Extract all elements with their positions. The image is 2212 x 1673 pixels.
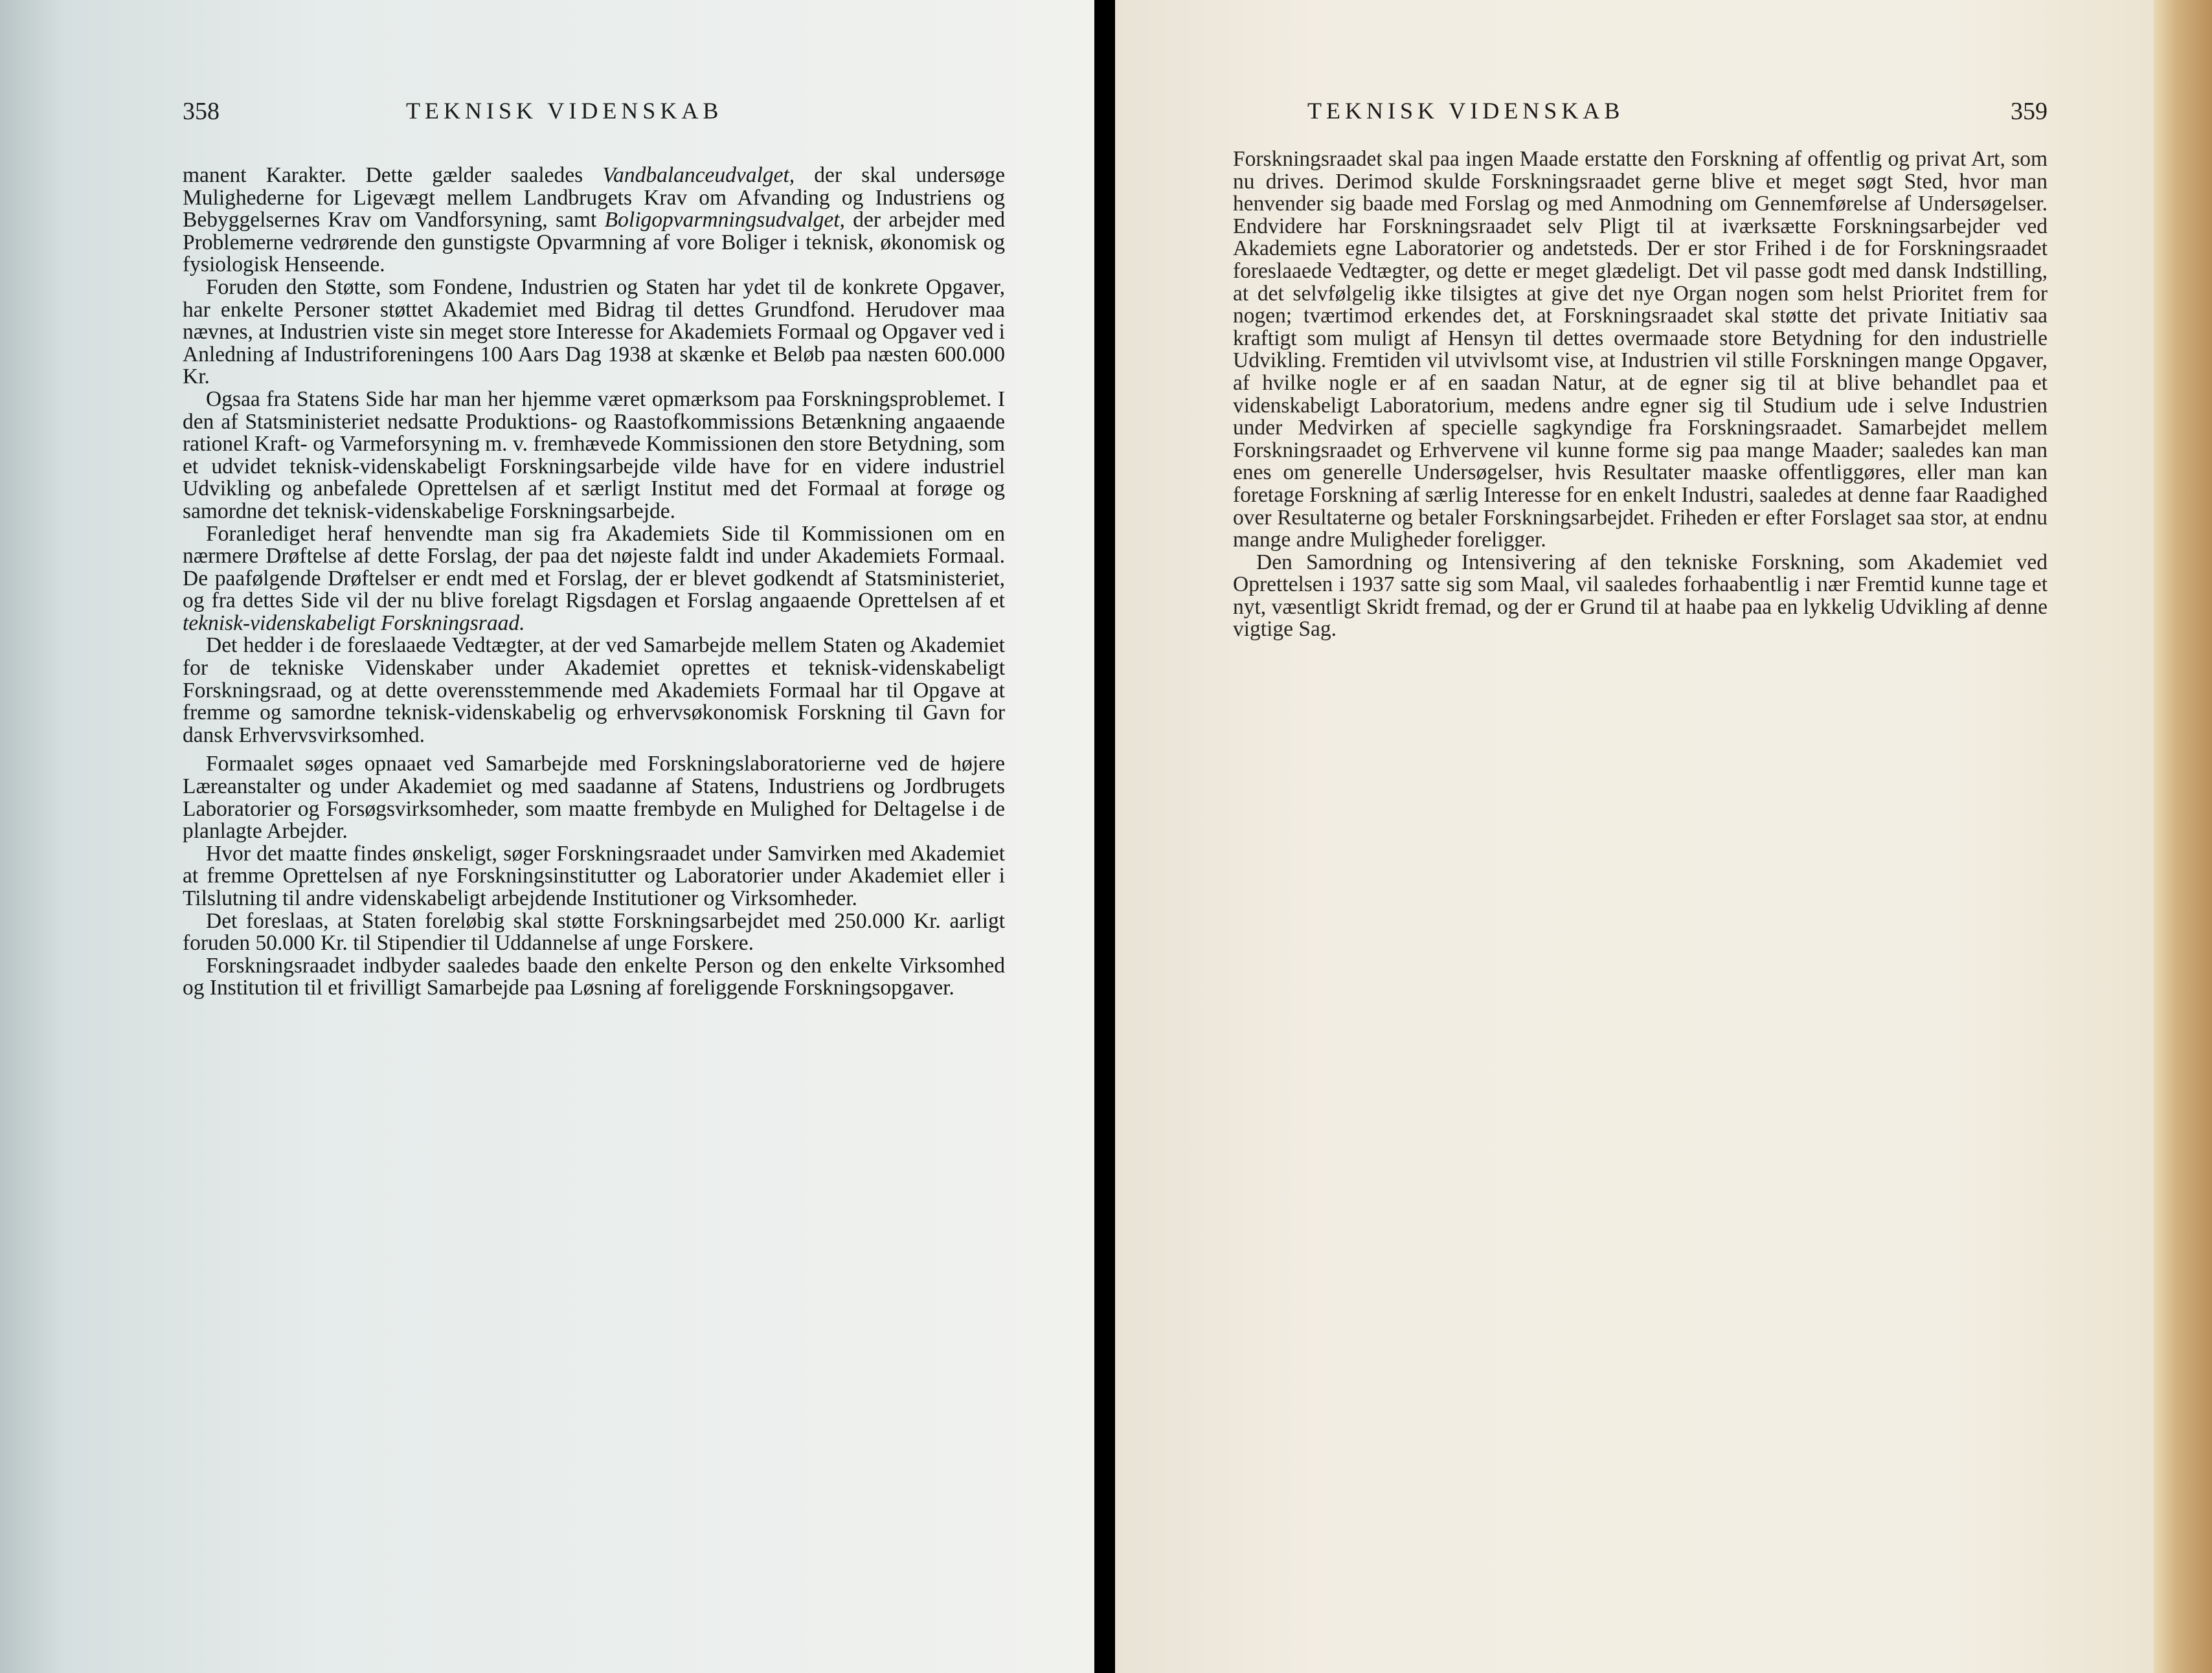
paragraph: Den Samordning og Intensivering af den tekniske Forskning, som Akademiet ved Oprettelsen i 1937 satte sig som Maal, vil saaledes forhaabentlig i nær Fremtid kunne tage et nyt, væsentligt Skridt fremad, og der er Grund til at haabe paa en lykkelig Udvikling af denne vigtige Sag. (1233, 550, 2048, 642)
left-running-head: TEKNISK VIDENSKAB (406, 98, 723, 124)
right-page (1115, 0, 2154, 1673)
paragraph: manent Karakter. Dette gælder saaledes Vandbalanceudvalget, der skal undersøge Mulighederne for Ligevægt mellem Landbrugets Krav om Afvanding og Industriens og Bebyggelsernes Krav om Vandforsyning, samt Boligopvarmningsudvalget, der arbejder med Problemerne vedrørende den gunstigste Opvarmning af vore Boliger i teknisk, økonomisk og fysiologisk Henseende. (183, 163, 1005, 277)
paragraph: Foruden den Støtte, som Fondene, Industrien og Staten har ydet til de konkrete Opgaver, har enkelte Personer støttet Akademiet med Bidrag til dettes Grundfond. Herudover maa nævnes, at Industrien viste sin meget store Interesse for Akademiets Formaal og Opgaver ved i Anledning af Industriforeningens 100 Aars Dag 1938 at skænke et Beløb paa næsten 600.000 Kr. (183, 275, 1005, 389)
paragraph: Ogsaa fra Statens Side har man her hjemme været opmærksom paa Forskningsproblemet. I den af Statsministeriet nedsatte Produktions- og Raastofkommissions Betænkning angaaende rationel Kraft- og Varmeforsyning m. v. fremhævede Kommissionen den store Betydning, som et udvidet teknisk-videnskabeligt Forskningsarbejde vilde have for en videre industriel Udvikling og anbefalede Oprettelsen af et særligt Institut med det Formaal at forøge og samordne det teknisk-videnskabelige Forskningsarbejde. (183, 387, 1005, 523)
paragraph: Foranlediget heraf henvendte man sig fra Akademiets Side til Kommissionen om en nærmere Drøftelse af dette Forslag, der paa det nøjeste faldt ind under Akademiets Formaal. De paafølgende Drøftelser er endt med et Forslag, der er blevet godkendt af Statsministeriet, og fra dettes Side vil der nu blive forelagt Rigsdagen et Forslag angaaende Oprettelsen af et teknisk-videnskabeligt Forskningsraad. (183, 521, 1005, 635)
left-page-body (183, 164, 1005, 1000)
paragraph: Hvor det maatte findes ønskeligt, søger Forskningsraadet under Samvirken med Akademiet at fremme Oprettelsen af nye Forskningsinstitutter og Laboratorier under Akademiet eller i Tilslutning til andre videnskabeligt arbejdende Institutioner og Virksomheder. (183, 841, 1005, 910)
emphasized-title: Vandbalanceudvalget, (602, 163, 795, 187)
paragraph: Formaalet søges opnaaet ved Samarbejde med Forskningslaboratorierne ved de højere Læreanstalter og under Akademiet og med saadanne af Statens, Industriens og Jordbrugets Laboratorier og Forsøgsvirksomheder, som maatte frembyde en Mulighed for Deltagelse i de planlagte Arbejder. (183, 752, 1005, 844)
left-page (0, 0, 1094, 1673)
paragraph: Det hedder i de foreslaaede Vedtægter, at der ved Samarbejde mellem Staten og Akademiet for de tekniske Videnskaber under Akademiet oprettes et teknisk-videnskabeligt Forskningsraad, og at dette overensstemmende med Akademiets Formaal har til Opgave at fremme og samordne teknisk-videnskabelig og erhvervsøkonomisk Forskning til Gavn for dansk Erhvervsvirksomhed. (183, 633, 1005, 747)
right-running-head: TEKNISK VIDENSKAB (1307, 98, 1625, 124)
emphasized-title: Boligopvarmningsudvalget, (604, 208, 845, 232)
left-page-number: 358 (183, 98, 220, 125)
right-page-body (1233, 148, 2048, 641)
paragraph: Forskningsraadet indbyder saaledes baade den enkelte Person og den enkelte Virksomhed og Institution til et frivilligt Samarbejde paa Løsning af foreliggende Forskningsopgaver. (183, 953, 1005, 1000)
right-page-number: 359 (2011, 98, 2048, 125)
left-page-header (183, 97, 1005, 142)
paragraph: Forskningsraadet skal paa ingen Maade erstatte den Forskning af offentlig og privat Art, som nu drives. Derimod skulde Forskningsraadet gerne blive et meget søgt Sted, hvor man henvender sig baade med Forslag og med Anmodning om Gennemførelse af Undersøgelser. Endvidere har Forskningsraadet selv Pligt til at iværksætte Forskningsarbejder ved Akademiets egne Laboratorier og andetsteds. Der er stor Frihed i de for Forskningsraadet foreslaaede Vedtægter, og dette er meget glædeligt. Det vil passe godt med dansk Indstilling, at det selvfølgelig ikke tilsigtes at give det nye Organ nogen som helst Prioritet frem for nogen; tværtimod erkendes det, at Forskningsraadet skal støtte det private Initiativ saa kraftigt som muligt af Hensyn til dettes overmaade store Betydning for den industrielle Udvikling. Fremtiden vil utvivlsomt vise, at Industrien vil stille Forskningen mange Opgaver, af hvilke nogle er af en saadan Natur, at de egner sig til at blive behandlet paa et videnskabeligt Laboratorium, medens andre egner sig til Studium ude i selve Industrien under Medvirken af specielle sagkyndige fra Forskningsraadet. Samarbejdet mellem Forskningsraadet og Erhvervene vil kunne forme sig paa mange Maader; saaledes kan man enes om generelle Undersøgelser, hvis Resultater maaske offentliggøres, eller man kan foretage Forskning af særlig Interesse for en enkelt Industri, saaledes at denne faar Raadighed over Resultaterne og betaler Forskningsarbejdet. Friheden er efter Forslaget saa stor, at endnu mange andre Muligheder foreligger. (1233, 147, 2048, 552)
right-page-header (1233, 97, 2048, 142)
emphasized-title: teknisk-videnskabeligt Forskningsraad. (183, 611, 525, 635)
paragraph: Det foreslaas, at Staten foreløbig skal støtte Forskningsarbejdet med 250.000 Kr. aarligt foruden 50.000 Kr. til Stipendier til Uddannelse af unge Forskere. (183, 908, 1005, 956)
book-edge (2154, 0, 2212, 1673)
